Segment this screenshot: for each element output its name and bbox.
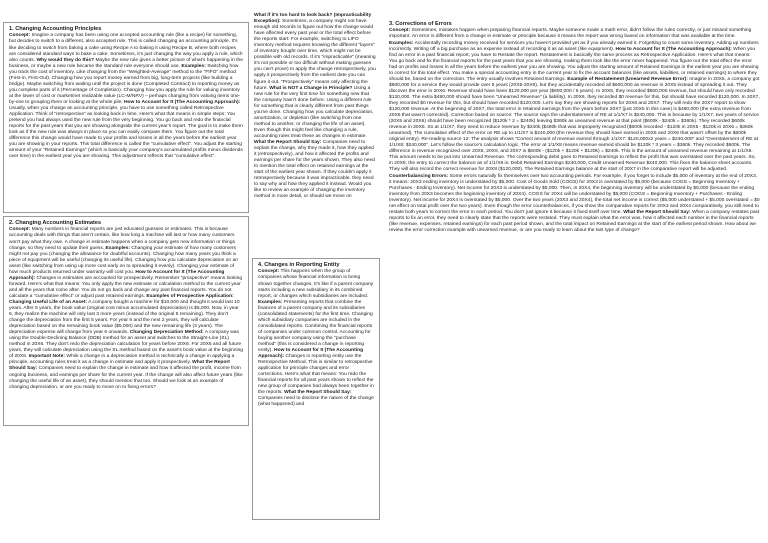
counterbalancing-text: Some errors naturally fix themselves over two accounting periods. For example, if you forget to include $5,000 of inventory at the end of 20X3, it means: 20X3 ending inventory is understated by $5,000. Cost of Goods Sold (COGS) for 20X3 is overstated by $5,000 (because COGS = Beginning Inventory + Purchases - Ending Inventory). Net income for 20X3 is understated by $5,000. Then, in 20X4, the beginning inventory will be understated by $5,000 (because the ending inventory from 20X3 becomes the beginning inventory of 20X4). COGS for 20X4 will be understated by $5,000 (COGS = Beginning Inventory + Purchases - Ending Inventory). Net income for 20X4 is overstated by $5,000. Over the two years (20X3 and 20X4), the total net income is correct ($5,000 understated + $5,000 overstated = $0 net effect on total profit over the two years). Even though the error counterbalances, if you show the comparative reports for 20X3 and 20X4 comparatively, you still need to restate both years to correct the error in each period. You don't just ignore it because it fixed itself over time. (389, 173, 760, 215)
impracticability-label: What if it's too hard to look back? (Impracticability Exception): (254, 13, 372, 25)
section-body (9, 227, 244, 390)
section-title: 3. Corrections of Errors (389, 21, 452, 27)
important-text: While a change in a depreciation method is technically a change in applying a principle, accounting rules treat it as a change in estimate and apply it prospectively. (9, 354, 235, 366)
middle-column (252, 0, 382, 543)
how-text: Changes in reporting entity use the Retrospective Method. This is similar to retrospective application for principle changes and error corrections. Here's what that means: You redo the financial reports for all past years shown to reflect the new group of companies had always been together in the reports. (258, 354, 374, 396)
examples-label: Examples: (105, 245, 130, 251)
report-text: Companies need to explain the change in estimate and how it affected the profit, income from ongoing business, and earnings per share for the current year. If the change will also affect future years (like changing the useful life of an asset), they should mention that too. Should we look at an example of changing depreciation, or are you ready to move on to fixing errors? (9, 366, 243, 390)
report-label: What the Report Should Say: (284, 390, 352, 396)
report-text: Companies need to explain the change, why they made it, how they applied it (retrospectively), and how it affected the profits and earnings per share for the years shown. They also need to mention the total effect on retained earnings at the start of the earliest year shown. If they couldn't apply it retrospectively because it was impracticable, they need to say why and how they applied it instead. Would you like to review an example of changing the inventory method in more detail, or should we move on (254, 139, 375, 200)
how-label: How to Account for It (The Accounting Approach): (258, 348, 364, 360)
section-body (254, 13, 376, 200)
examples-text: Changing your estimate of how many customers might not pay you (changing the allowance for doubtful accounts). Changing how many years you think a piece of equipment will be useful (changing its useful life). Changing how you calculate depreciation on an asset (like switching from using up more cost early on to spreading it evenly). Changing your estimate of how much products returned under warranty will cost you. (9, 245, 238, 275)
concept-text: Imagine a company has been using one accepted accounting rule (like a recipe) for something, but decides to switch to a different, also accepted rule. This is called changing an accounting principle. It's like deciding to switch from baking a cake using Recipe A to baking it using Recipe B, where both recipes are considered standard ways to bake a cake. Sometimes, it's just changing the way you apply a rule, which also counts. (9, 33, 243, 63)
concept-label: Concept: (9, 33, 31, 39)
report-text: When a company restates past reports to fix an error, they need to clearly state that the reports were restated. They must explain what the error was, how it affected each number in the financial reports (like revenue, expenses, retained earnings) for each past period shown, and the total impact on Retained Earnings at the start of the earliest period shown. How about we review the error correction example with unearned revenue, or are you ready to learn about the last type of change? (389, 209, 760, 233)
section-error-corrections (384, 18, 764, 488)
concept-label: Concept: (9, 227, 31, 233)
counterbalancing-label: Counterbalancing Errors: (389, 173, 449, 179)
method-text: A company was using the Double-Declining Balance (DDB) method for an asset and switches to the Straight-Line (SL) method in 20X6. They don't redo the depreciation calculation for years before 20X6. For 20X6 and all future years, they will calculate depreciation using the SL method based on the asset's book value at the beginning of 20X6. (9, 330, 244, 360)
useful-life-label: Changing Useful Life of an Asset: (9, 299, 88, 305)
section-reporting-entity (252, 258, 380, 520)
concept-text: Sometimes, mistakes happen when preparing financial reports. Maybe someone made a math error, didn't follow the rules correctly, or just missed something important. An error is different from a change in estimate or principle because it means the report was wrong based on information that was available at the time. (389, 28, 752, 40)
report-label: What the Report Should Say: (9, 360, 230, 372)
section-body (258, 269, 375, 408)
how-text: Changes in estimates are accounted for prospectively. Remember "prospective" means looking forward. Here's what that means: You only apply the new estimate or calculation method to the current year and all the years that come after. You do not go back and change any past financial reports. You do not calculate a "cumulative effect" or adjust past retained earnings. (9, 275, 243, 299)
why-text: Maybe the new rule gives a better picture of what's happening in the business, or maybe a new rule became the standard rule everyone should use. (9, 57, 243, 69)
examples-label: Examples: (258, 299, 283, 305)
examples-label: Examples: (181, 63, 206, 69)
not-change-label: What is NOT a Change in Principle? (269, 85, 353, 91)
how-text: Usually, when you change an accounting principle, you have to use something called Retrospective Application. Think of "retrospective" as looking back in time. Here's what that means in simple steps: You pretend you had always used the new rule from the very beginning. You go back and redo the financial reports for the past years that you are showing alongside the current year's report. The goal is to make them look as if the new rule was always in place so you can easily compare them. You figure out the total difference this change would have made to your profits and losses in all the years before the earliest year you are showing in your reports. This total difference is called the "cumulative effect". You adjust the starting amount of your "Retained Earnings" (which is basically your company's accumulated profits minus dividends over time) in the earliest year you are showing. This adjustment reflects that "cumulative effect". (9, 105, 243, 160)
report-label: What the Report Should Say: (254, 139, 322, 145)
concept-label: Concept: (258, 269, 280, 275)
why-label: Why would they do this? (36, 57, 95, 63)
concept-text: Many numbers in financial reports are just educated guesses or estimates. This is because accounting deals with things that aren't certain, like how long a machine will last or how many customers won't pay what they owe. A change in estimate happens when a company gets new information or things change, so they need to update their guess. (9, 227, 236, 251)
section-title: 4. Changes in Reporting Entity (258, 262, 340, 268)
examples-text: Switching how you track the cost of inventory. Like changing from the "Weighted-Average" method to the "FIFO" method (First-in, First-Out). Changing how you report money earned from big, long-term projects (like building a bridge). Maybe switching from waiting until the project is done (Completed Contract) to reporting money as you complete parts of it (Percentage of Completion). Changing how you apply the rule for valuing inventory at the lower of cost or market/net realizable value (LC-M/NRV) – perhaps changing from valuing items one-by-one to grouping them or looking at the whole pile. (9, 63, 241, 105)
method-label: Changing Depreciation Method: (129, 330, 204, 336)
examples-text: Presenting reports that combine the finances of a parent company and its subsidiaries (consolidated statements) for the first time. Changing which subsidiary companies are included in the consolidated reports. Combining the financial reports of companies under common control. Accounting for buying another company using the "purchase method" (this is considered a change in reporting entity). (258, 299, 373, 354)
right-column (384, 0, 768, 543)
restatement-example-label: Example of Restatement (Unearned Revenue Error): (567, 76, 688, 82)
section-changing-principles (3, 22, 249, 213)
left-column (0, 0, 250, 543)
report-text: Companies need to disclose the nature of the change (what happened) and (258, 396, 374, 408)
how-text: When you find an error in a past financial report, you have to Restate the report. Restatement is basically the same process as Retrospective Application. Here's what that means: You go back and fix the financial reports for the past years that you are showing, making them look like the error never happened. You figure out the total effect the error had on profits and losses in all the years before the earliest year you are showing. You adjust the starting amount of Retained Earnings in the earliest year you are showing to correct for this total effect. You make a special accounting entry in the current year to fix the account balances (like assets, liabilities, or retained earnings) to where they should be, based on the correction. The entry usually involves Retained Earnings. (389, 46, 759, 82)
section-principles-continued (252, 10, 380, 253)
examples-label: Examples: (389, 40, 414, 46)
section-title: 1. Changing Accounting Principles (9, 26, 102, 32)
impracticability-text: Sometimes, a company might not have enough old records to figure out how the change would have affected every past year or the total effect before the reports start. For example, switching to LIFO inventory method requires knowing the different "layers" of inventory bought over time, which might not be possible with old records. If it's "impracticable" (meaning it's not possible or too difficult without making guesses you can't prove) to apply the change retrospectively, you apply it prospectively from the earliest date you can figure it out. "Prospectively" means only affecting the future. (254, 19, 376, 91)
prospective-label: Examples of Prospective Application: (146, 293, 234, 299)
examples-text: Accidentally recording money received for services you haven't provided yet as if you already earned it. Forgetting to count some inventory. Adding up numbers incorrectly. Writing off a big purchase as an expense instead of recording it as an asset (like equipment). (389, 40, 759, 52)
how-label: How to Account for It (The Accounting Approach): (615, 46, 732, 52)
not-change-text: Using a new rule for the very first time for something new that the company hasn't done before. Using a different rule for something that is clearly different from past things you've done. Changing how you calculate depreciation, amortization, or depletion (like switching from one method to another, or changing the life of an asset). Even though this might feel like changing a rule, accounting rules treat these as changes in estimate. (254, 85, 374, 139)
useful-life-text: A company bought a machine for $10,000 and thought it would last 10 years. After 5 years, the book value (original cost minus accumulated depreciation) is $5,000. Now, in year 6, they realize the machine will only last 3 more years (instead of the original 5 remaining). They don't change the depreciation from the first 5 years. For year 6 and the next 2 years, they will calculate depreciation based on the remaining book value ($5,000) and the new remaining life (3 years). The depreciation expense will change from year 6 onwards. (9, 299, 240, 336)
important-label: Important Note: (28, 354, 65, 360)
how-label: How to Account for It (The Accounting Approach): (9, 269, 225, 281)
section-changing-estimates (3, 216, 249, 426)
section-title: 2. Changing Accounting Estimates (9, 220, 102, 226)
report-label: What the Report Should Say: (623, 209, 691, 215)
restatement-example-text: Imagine in 20X5, a company got $600,000 for a service they would provide over 5 years (20X5-20X9), but they accidentally recorded all $600,000 as revenue in 20X5 instead of spreading it out. They discover the error in 20X6. Revenue should have been $120,000 per year ($600,000 / 5 years). In 20X5, they recorded $600,000 revenue, but should have only recorded $120,000. The extra $480,000 should have been "Unearned Revenue" (a liability). In 20X6, they recorded $0 revenue for this, but should have recorded $120,000. In 20X7, they recorded $0 revenue for this, but should have recorded $120,000. Let's say they are showing reports for 20X6 and 20X7. They will redo the 20X7 report to show $120,000 revenue. At the beginning of 20X7, the total error in retained earnings from the years before 20X7 (just 20X5 in this case) is $480,000 (the extra revenue from 20X5 that wasn't corrected). Correction based on source: The source says the understatement of RE at 1/1/X7 is $240,000. This is because by 1/1/X7, two years of service (20X5 and 20X6) should have been recognized ($120k * 2 = $240k) leaving $360k as unearned revenue at that point ($600k - $240k = $360k). They recorded $600k revenue in 20X5. So at 1/1/X7, they need to reduce revenue by $240k ($480k that was improperly recognized ($600k recorded - $120k in 20X5 - $120k in 20X6 = $360k unearned). The cumulative effect of the error on RE up to 1/1/X7 is $240,000 (the revenue they should have earned in 20X5 and 20X6 that wasn't offset by the $600k original entry). Re-reading source 12: The analysis shows "Correct amount of revenue earned through 1/1/X7: $120,000x2 years = $240,000" and "Overstatement of RE at 1/1/X8: $240,000". Let's follow the source's calculation logic. The error at 1/1/X8 means revenue earned should be $120k * 3 years = $360k. They recorded $600k. The difference in revenue recognized over 20X5, 20X6, and 20X7 is $600k - ($120k + $120k + $120k) = $240k. This is the amount of unearned revenue remaining at 1/1/X8. This amount needs to be put into Unearned Revenue. The corresponding debit goes to Retained Earnings to reflect the profit that was overstated over the past years. So, in 20X8, the entry to correct the balance as of 1/1/X8 is: Debit Retained Earnings $240,000, Credit Unearned Revenue $240,000. This fixes the balance sheet accounts. They will also record the correct revenue for 20X8 ($120,000). The Retained Earnings balance at the start of 20X7 in the comparative report will be adjusted. (389, 76, 760, 173)
concept-label: Concept: (389, 28, 411, 34)
section-body (9, 33, 244, 160)
how-label: How to Account for It (The Accounting Approach): (124, 99, 241, 105)
concept-text: This happens when the group of companies whose financial information is being shown together changes. It's like if a parent company starts including a new subsidiary in its combined report, or changes which subsidiaries are included. (258, 269, 374, 299)
section-body (389, 28, 760, 234)
